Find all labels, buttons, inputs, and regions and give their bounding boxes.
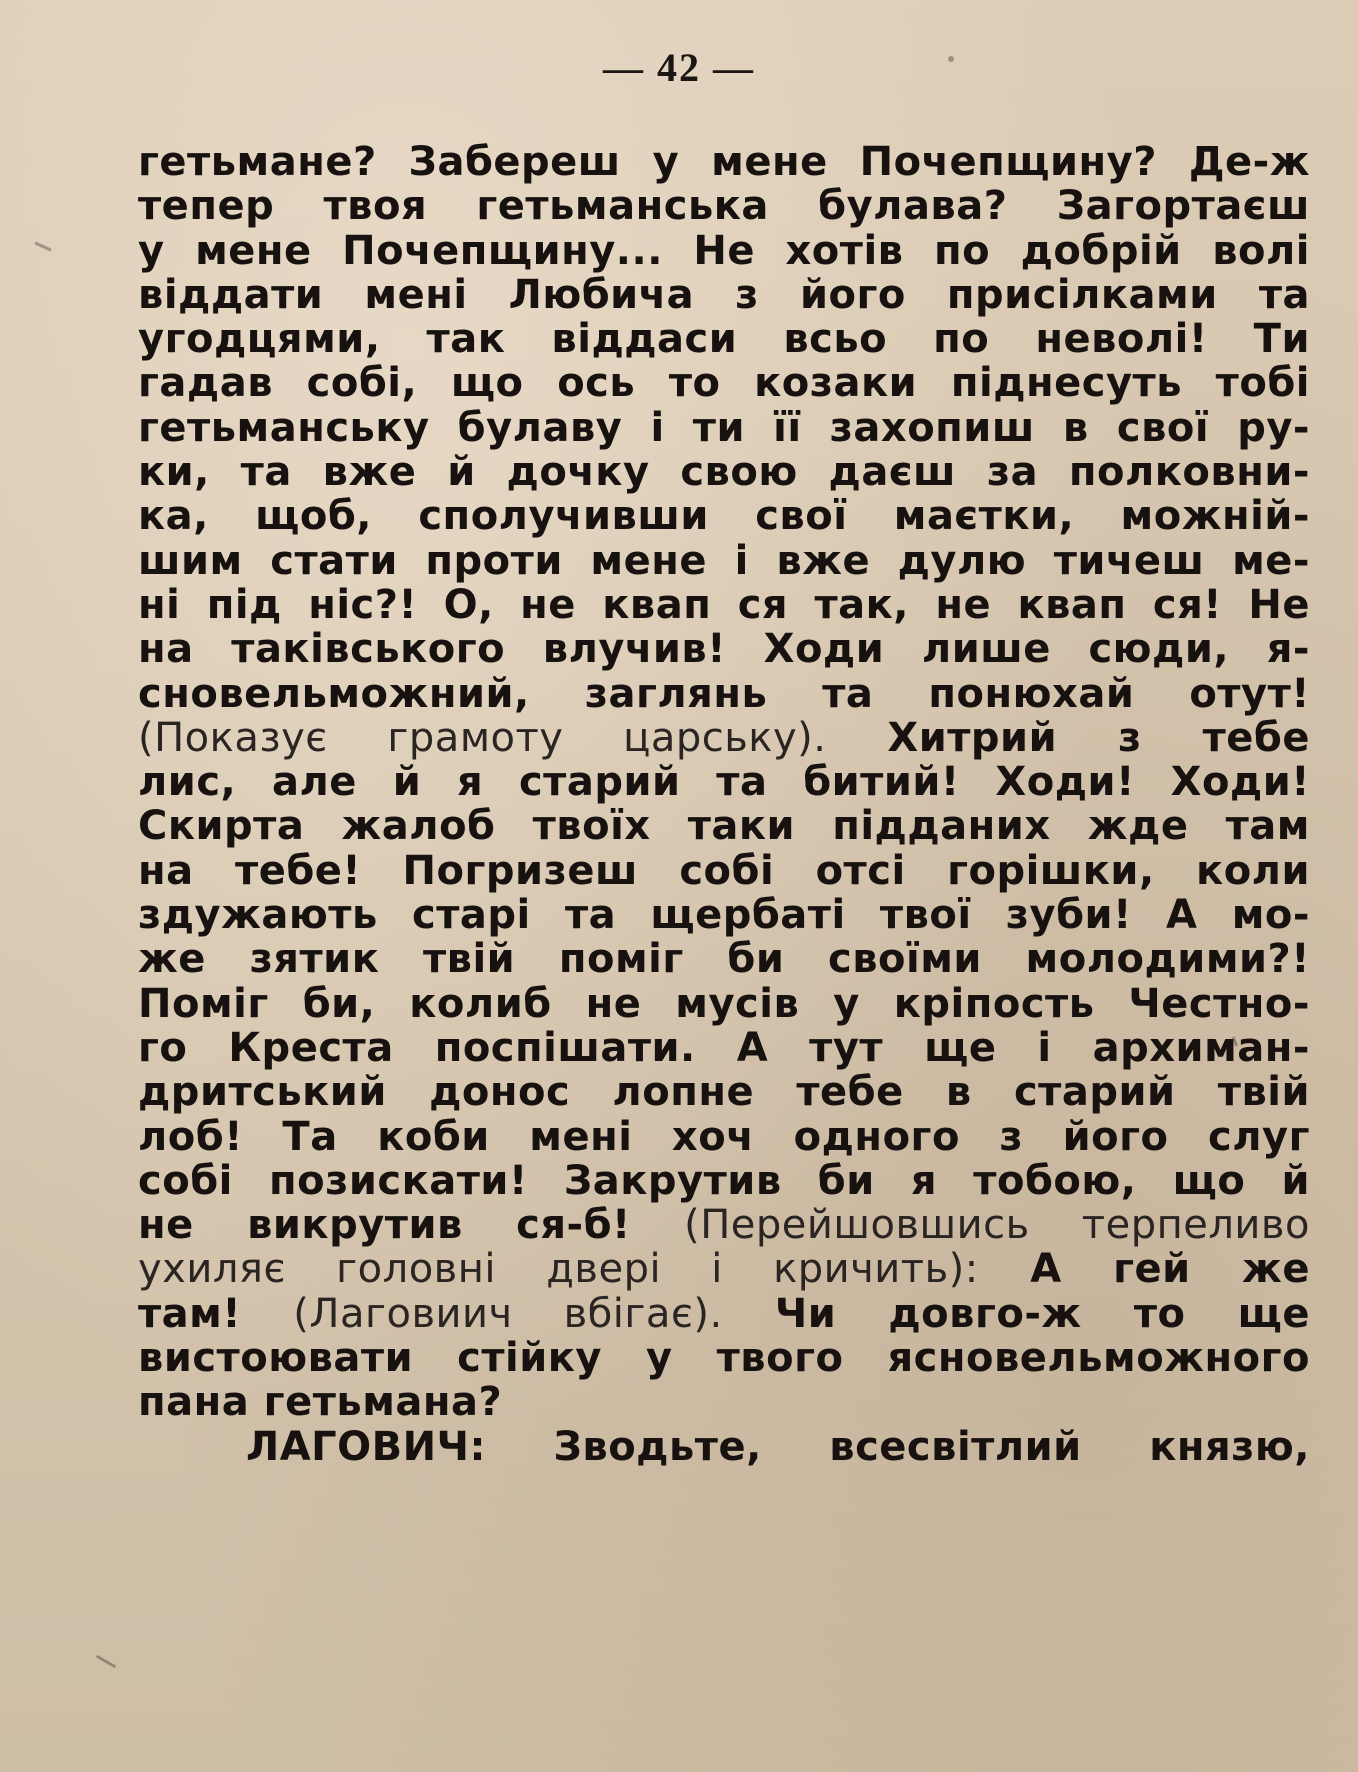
text-line: на тебе! Погризеш собі отсі горішки, коли xyxy=(138,847,1310,894)
line-text: Хитрий з тебе xyxy=(887,714,1310,761)
text-line: віддати мені Любича з його присілками та xyxy=(138,271,1310,318)
text-line: пана гетьмана? xyxy=(138,1379,503,1426)
text-line: лис, але й я старий та битий! Ходи! Ходи! xyxy=(138,759,1310,806)
stage-direction: (Лаговиич вбігає). xyxy=(293,1290,723,1337)
line-text: там! xyxy=(138,1290,242,1337)
paper-speck xyxy=(96,1655,117,1669)
line-text: Зводьте, всесвітлий князю, xyxy=(553,1423,1310,1470)
text-line: Поміг би, колиб не мусів у кріпость Честно- xyxy=(138,980,1310,1027)
text-line: сновельможний, заглянь та понюхай отут! xyxy=(138,670,1310,717)
text-line-with-stage-direction xyxy=(138,1203,1310,1247)
speaker-name: ЛАГОВИЧ: xyxy=(246,1423,486,1470)
text-line: тепер твоя гетьманська булава? Загортаєш xyxy=(138,183,1310,230)
text-line: вистоювати стійку у твого ясновельможного xyxy=(138,1335,1310,1382)
text-line: гетьманську булаву і ти її захопиш в свої ру- xyxy=(138,404,1310,451)
line-text: не викрутив ся-б! xyxy=(138,1202,631,1249)
play-text xyxy=(138,140,1310,1469)
text-line: гетьмане? Забереш у мене Почепщину? Де-ж xyxy=(138,139,1310,185)
text-line: угодцями, так віддаси всьо по неволі! Ти xyxy=(138,316,1310,363)
text-line: лоб! Та коби мені хоч одного з його слуг xyxy=(138,1113,1310,1160)
speaker-line xyxy=(138,1425,1310,1469)
text-line: у мене Почепщину... Не хотів по добрій волі xyxy=(138,227,1310,274)
text-line: го Креста поспішати. А тут ще і архиман- xyxy=(138,1024,1310,1071)
paper-speck xyxy=(948,56,954,62)
text-line: гадав собі, що ось то козаки піднесуть тобі xyxy=(138,360,1310,407)
text-line: ки, та вже й дочку свою даєш за полковни- xyxy=(138,449,1310,496)
text-line: собі позискати! Закрутив би я тобою, що й xyxy=(138,1157,1310,1204)
text-line: ка, щоб, сполучивши свої маєтки, можній- xyxy=(138,493,1310,540)
stage-direction: (Перейшовшись терпеливо xyxy=(684,1202,1310,1249)
line-text: А гей же xyxy=(1030,1246,1310,1293)
page-number: — 42 — xyxy=(603,45,755,90)
stage-direction: (Показує грамоту царську). xyxy=(138,714,827,761)
text-line-with-stage-direction xyxy=(138,1292,1310,1336)
text-line: здужають старі та щербаті твої зуби! А мо- xyxy=(138,892,1310,939)
stage-direction: ухиляє головні двері і кричить): xyxy=(138,1246,979,1293)
text-line: дритський донос лопне тебе в старий твій xyxy=(138,1069,1310,1116)
text-line: ні під ніс?! О, не квап ся так, не квап ся! Не xyxy=(138,581,1310,628)
text-line: шим стати проти мене і вже дулю тичеш ме- xyxy=(138,537,1310,584)
text-line-with-stage-direction xyxy=(138,1247,1310,1291)
text-line: на таківського влучив! Ходи лише сюди, я- xyxy=(138,626,1310,673)
line-text: Чи довго-ж то ще xyxy=(774,1290,1310,1337)
text-line: же зятик твій поміг би своїми молодими?! xyxy=(138,936,1310,983)
text-line-with-stage-direction xyxy=(138,716,1310,760)
paper-speck xyxy=(34,241,52,251)
text-line: Скирта жалоб твоїх таки підданих жде там xyxy=(138,803,1310,850)
